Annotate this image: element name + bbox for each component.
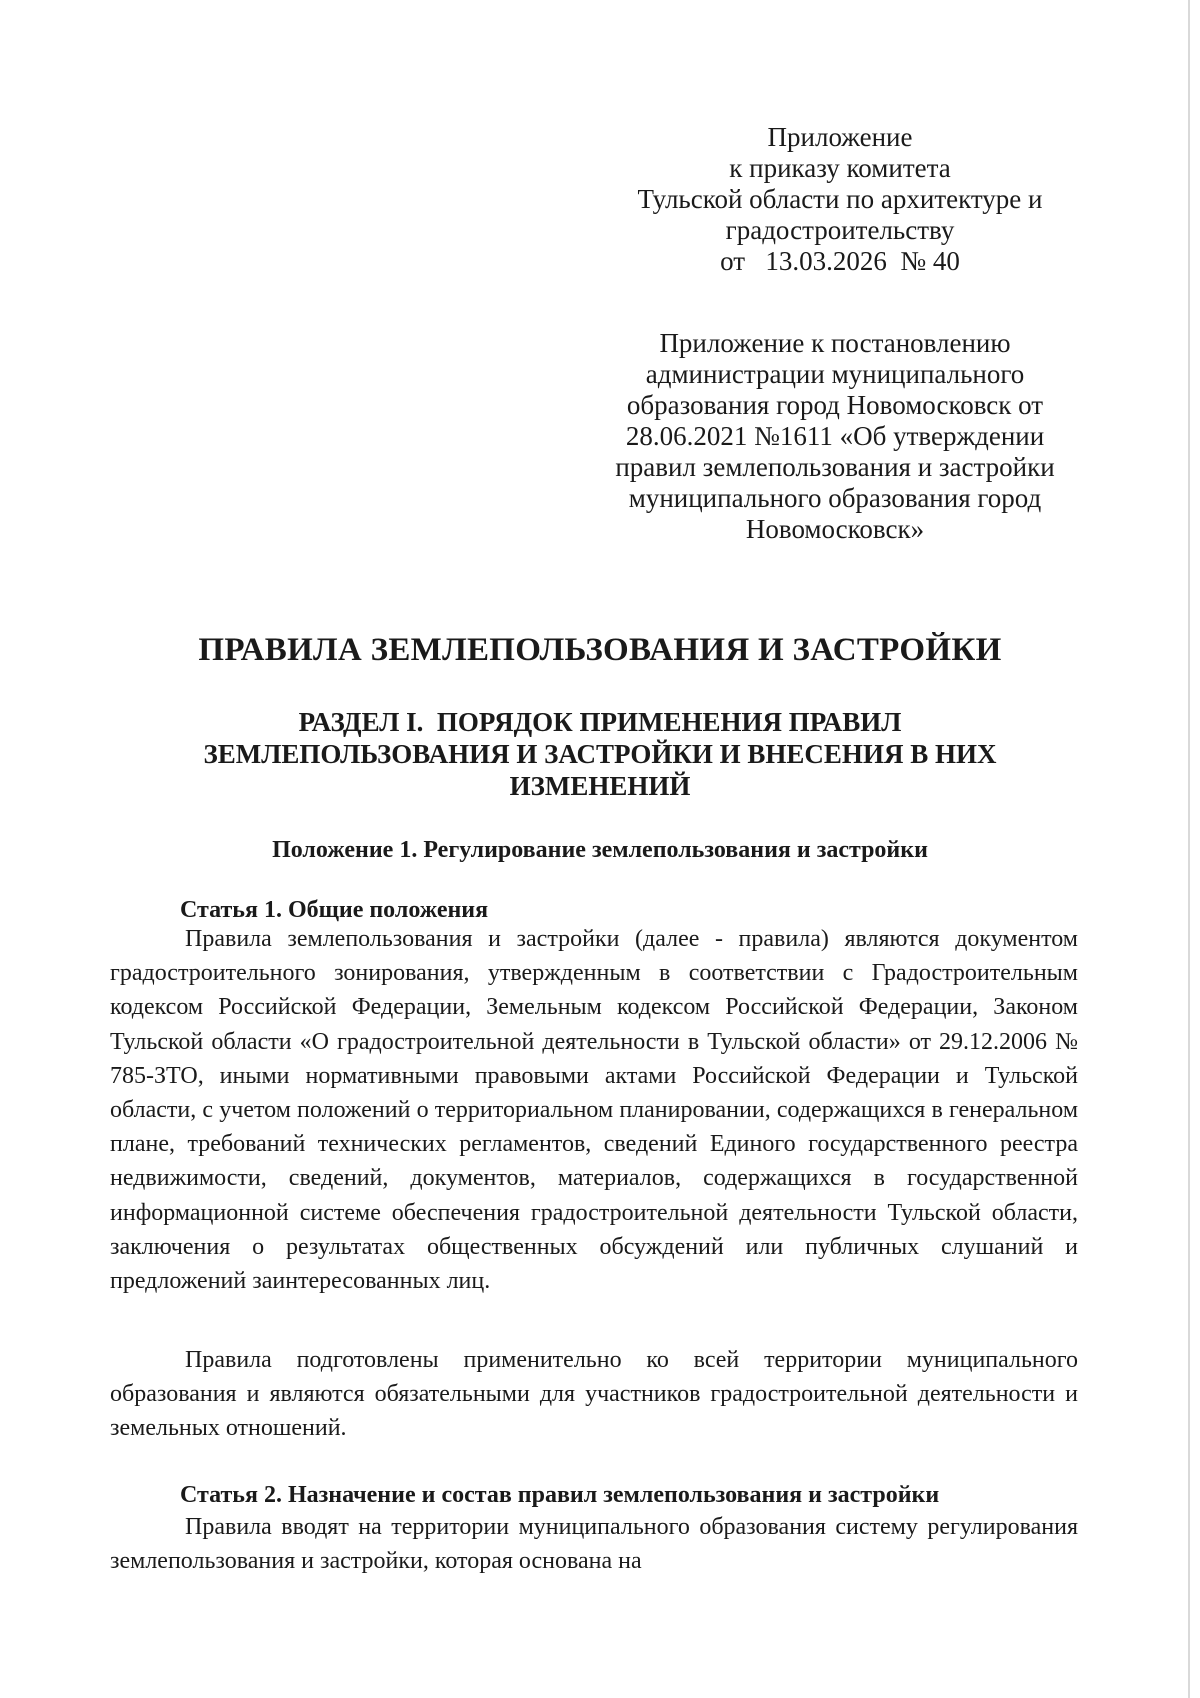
appendix-date-number: от 13.03.2026 № 40 bbox=[720, 246, 960, 276]
page-edge-shadow bbox=[1188, 0, 1190, 1698]
decree-appendix-header bbox=[580, 328, 1090, 545]
position-title: Положение 1. Регулирование землепользования и застройки bbox=[272, 837, 928, 863]
article-1-paragraph: Правила землепользования и застройки (далее - правила) являются документом градостроительного зонирования, утвержденным в соответствии с Градостроительным кодексом Российской Федерации, Земельным кодексом Российской Федерации, Законом Тульской области «О градостроительной деятельности в Тульской области» от 29.12.2006 № 785-ЗТО, иными нормативными правовыми актами Российской Федерации и Тульской области, с учетом положений о территориальном планировании, содержащихся в генеральном плане, требований технических регламентов, сведений Единого государственного реестра недвижимости, сведений, документов, материалов, содержащихся в государственной информационной системе обеспечения градостроительной деятельности Тульской области, заключения о результатах общественных обсуждений или публичных слушаний и предложений заинтересованных лиц. bbox=[110, 926, 1078, 1295]
decree-line: правил землепользования и застройки bbox=[615, 452, 1055, 482]
appendix-line: Приложение bbox=[767, 122, 913, 152]
section-title-line: ИЗМЕНЕНИЙ bbox=[509, 771, 691, 801]
article-1-paragraph: Правила подготовлены применительно ко всей территории муниципального образования и являются обязательными для участников градостроительной деятельности и земельных отношений. bbox=[110, 1347, 1078, 1442]
decree-line: 28.06.2021 №1611 «Об утверждении bbox=[625, 421, 1045, 451]
article-2-paragraph: Правила вводят на территории муниципального образования систему регулирования землепользования и застройки, которая основана на bbox=[110, 1514, 1078, 1575]
section-title-line: ЗЕМЛЕПОЛЬЗОВАНИЯ И ЗАСТРОЙКИ И ВНЕСЕНИЯ В НИХ bbox=[203, 739, 997, 769]
article-2-heading: Статья 2. Назначение и состав правил землепользования и застройки bbox=[180, 1482, 940, 1508]
appendix-line: градостроительству bbox=[725, 215, 955, 245]
appendix-line: к приказу комитета bbox=[729, 153, 951, 183]
section-title-line: РАЗДЕЛ I. ПОРЯДОК ПРИМЕНЕНИЯ ПРАВИЛ bbox=[298, 707, 902, 737]
decree-line: администрации муниципального bbox=[645, 359, 1025, 389]
decree-line: Приложение к постановлению bbox=[659, 328, 1011, 358]
article-1-heading: Статья 1. Общие положения bbox=[180, 897, 489, 923]
appendix-line: Тульской области по архитектуре и bbox=[637, 184, 1043, 214]
decree-line: Новомосковск» bbox=[745, 514, 925, 544]
decree-line: образования город Новомосковск от bbox=[626, 390, 1044, 420]
document-title: ПРАВИЛА ЗЕМЛЕПОЛЬЗОВАНИЯ И ЗАСТРОЙКИ bbox=[198, 632, 1002, 668]
appendix-header bbox=[600, 122, 1080, 277]
decree-line: муниципального образования город bbox=[628, 483, 1042, 513]
section-title bbox=[110, 706, 1090, 802]
